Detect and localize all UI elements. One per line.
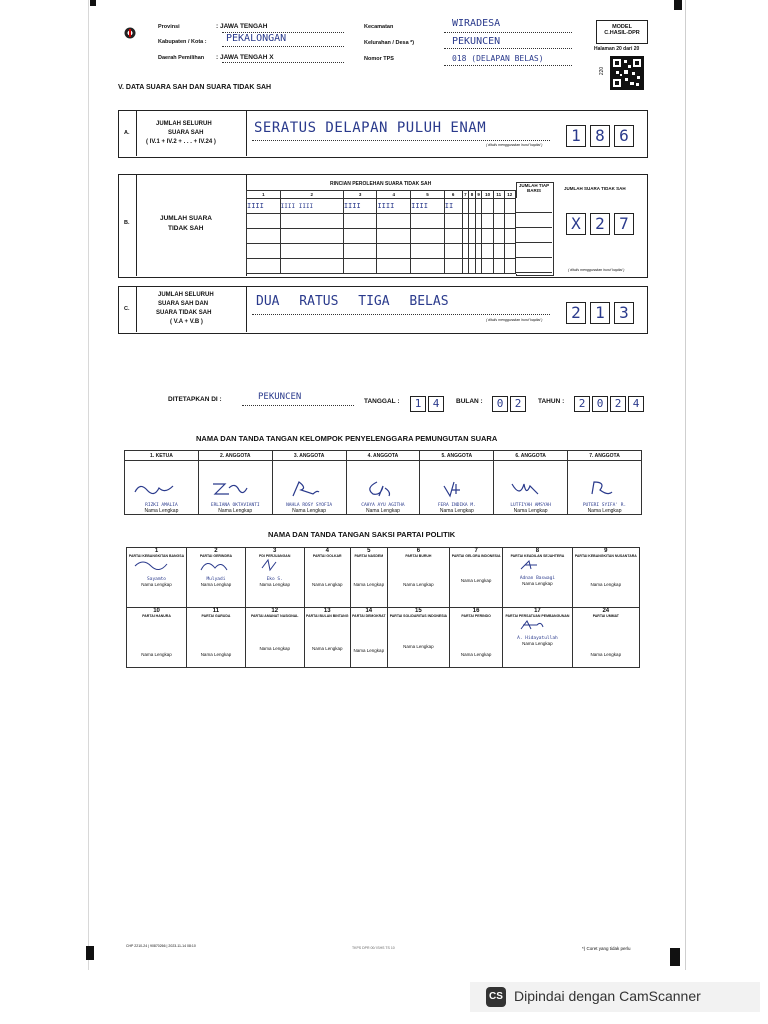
tally-cell: IIII IIII xyxy=(280,199,343,214)
kpps-title: NAMA DAN TANDA TANGAN KELOMPOK PENYELENGGARA PEMUNGUTAN SUARA xyxy=(196,434,498,443)
row-c-digit-1: 2 xyxy=(566,302,586,324)
saksi-number: 24 xyxy=(602,608,610,614)
ditetapkan-line xyxy=(242,405,354,406)
jumlah-tiap-baris-label: JUMLAH TIAP BARIS xyxy=(518,183,550,193)
nama-lengkap-label: Nama Lengkap xyxy=(353,648,385,653)
kpps-sign-cell xyxy=(568,461,642,515)
row-c-letter: C. xyxy=(124,306,130,312)
saksi-number: 9 xyxy=(604,548,608,554)
saksi-number: 2 xyxy=(214,548,218,554)
saksi-cell xyxy=(245,548,304,608)
kpps-role: 6. ANGGOTA xyxy=(494,451,568,461)
tanggal-digit-2: 4 xyxy=(428,396,444,412)
row-b-letter: B. xyxy=(124,220,130,226)
saksi-party: PARTAI PERSATUAN PEMBANGUNAN xyxy=(505,614,570,618)
tahun-digit-3: 2 xyxy=(610,396,626,412)
nama-lengkap-label: Nama Lengkap xyxy=(141,582,172,587)
saksi-number: 7 xyxy=(474,548,478,554)
nama-lengkap-label: Nama Lengkap xyxy=(144,508,179,514)
nama-lengkap-label: Nama Lengkap xyxy=(200,582,232,587)
row-a-written: SERATUS DELAPAN PULUH ENAM xyxy=(254,120,487,136)
kabupaten-line xyxy=(222,46,344,47)
halaman-text: Halaman 20 dari 20 xyxy=(594,46,640,52)
signature xyxy=(125,480,185,498)
nama-lengkap-label: Nama Lengkap xyxy=(403,644,434,649)
nama-lengkap-label: Nama Lengkap xyxy=(259,646,290,651)
kpps-member-name: CAHYA AYU AGITHA xyxy=(361,503,405,508)
row-c-label-1: JUMLAH SELURUH xyxy=(158,292,214,298)
nama-lengkap-label: Nama Lengkap xyxy=(522,641,553,646)
saksi-number: 16 xyxy=(472,608,480,614)
row-c-label-3: SUARA TIDAK SAH xyxy=(156,310,212,316)
saksi-number: 5 xyxy=(367,548,371,554)
saksi-party: PARTAI GERINDRA xyxy=(199,554,233,558)
nama-lengkap-label: Nama Lengkap xyxy=(292,508,327,514)
row-c-line xyxy=(252,314,550,315)
qr-code xyxy=(610,56,644,90)
registration-mark-bottom-left xyxy=(86,946,94,960)
nama-lengkap-label: Nama Lengkap xyxy=(365,508,400,514)
row-c-written: DUA RATUS TIGA BELAS xyxy=(256,294,449,309)
signature xyxy=(420,480,480,498)
kpps-role: 2. ANGGOTA xyxy=(198,451,272,461)
tally-col-header: 1 xyxy=(247,191,281,199)
saksi-party: PARTAI UMMAT xyxy=(592,614,619,618)
tahun-digit-4: 4 xyxy=(628,396,644,412)
signature xyxy=(494,480,554,498)
tps-value: 018 (DELAPAN BELAS) xyxy=(452,54,544,63)
saksi-name: Adnan Baswagi xyxy=(519,576,556,581)
footer-left-code: CHP 2210-24 | 90870266 | 2023-11-14 08:10 xyxy=(126,944,196,948)
tally-col-header: 11 xyxy=(493,191,504,199)
signature xyxy=(503,559,557,571)
kecamatan-line xyxy=(444,32,572,33)
tally-col-header: 6 xyxy=(444,191,462,199)
nama-lengkap-label: Nama Lengkap xyxy=(522,581,553,586)
nama-lengkap-label: Nama Lengkap xyxy=(439,508,474,514)
saksi-number: 3 xyxy=(273,548,277,554)
kpu-logo xyxy=(124,26,136,40)
saksi-name: Eko S. xyxy=(266,577,283,582)
row-b-label-2: TIDAK SAH xyxy=(168,225,204,232)
row-a-digit-1: 1 xyxy=(566,125,586,147)
saksi-number: 13 xyxy=(323,608,331,614)
tally-cell: IIII xyxy=(247,199,281,214)
kpps-sign-cell xyxy=(198,461,272,515)
tahun-digit-1: 2 xyxy=(574,396,590,412)
row-c-divider-1 xyxy=(136,286,137,332)
row-a-divider-2 xyxy=(246,110,247,156)
saksi-cell xyxy=(387,608,449,668)
row-a-letter: A. xyxy=(124,130,130,136)
bulan-digit-2: 2 xyxy=(510,396,526,412)
provinsi-value: : JAWA TENGAH xyxy=(216,23,268,30)
row-b-digit-1: X xyxy=(566,213,586,235)
saksi-party: PARTAI DEMOKRAT xyxy=(352,614,386,618)
kpps-sign-cell xyxy=(346,461,420,515)
tally-col-header: 2 xyxy=(280,191,343,199)
kpps-role: 4. ANGGOTA xyxy=(346,451,420,461)
saksi-party: PARTAI AMANAT NASIONAL xyxy=(250,614,299,618)
kelurahan-label: Kelurahan / Desa *) xyxy=(364,40,415,46)
saksi-number: 8 xyxy=(535,548,540,554)
saksi-cell xyxy=(450,548,503,608)
tally-cell: IIII xyxy=(343,199,377,214)
nama-lengkap-label: Nama Lengkap xyxy=(259,582,290,587)
saksi-cell xyxy=(245,608,304,668)
kpps-member-name: ERLIANA OKTAVIANTI xyxy=(210,503,260,508)
row-b-digit-2: 2 xyxy=(590,213,610,235)
kpps-sign-cell xyxy=(125,461,199,515)
saksi-party: PARTAI NASDEM xyxy=(354,554,384,558)
saksi-party: PARTAI BURUH xyxy=(405,554,432,558)
saksi-number: 1 xyxy=(154,548,159,554)
tally-col-header: 3 xyxy=(343,191,377,199)
saksi-party: PARTAI KEADILAN SEJAHTERA xyxy=(510,554,565,558)
tally-col-header: 5 xyxy=(411,191,445,199)
saksi-party: PARTAI HANURA xyxy=(142,614,171,618)
tally-cell xyxy=(475,199,482,214)
saksi-party: PARTAI KEBANGKITAN BANGSA xyxy=(128,554,185,558)
tally-cell xyxy=(469,199,476,214)
kpps-sign-cell xyxy=(494,461,568,515)
tally-cell xyxy=(462,199,469,214)
nama-lengkap-label: Nama Lengkap xyxy=(460,652,492,657)
row-a-note: ( ditulis menggunakan huruf kapital ) xyxy=(486,143,543,147)
saksi-table xyxy=(126,547,640,668)
tps-line xyxy=(444,65,572,66)
nama-lengkap-label: Nama Lengkap xyxy=(141,652,172,657)
nama-lengkap-label: Nama Lengkap xyxy=(403,582,434,587)
tps-label: Nomor TPS xyxy=(364,56,394,62)
saksi-cell xyxy=(503,608,572,668)
tally-col-header: 10 xyxy=(482,191,493,199)
row-c-divider-2 xyxy=(246,286,247,332)
jumlah-tidak-sah-header: JUMLAH SUARA TIDAK SAH xyxy=(564,186,626,191)
tally-col-header: 9 xyxy=(475,191,482,199)
signature xyxy=(187,558,241,572)
rincian-header: RINCIAN PEROLEHAN SUARA TIDAK SAH xyxy=(330,181,432,187)
footer-center-code: TKPS DPR 00/ ISHS TS 10 xyxy=(352,946,395,950)
tally-cell xyxy=(493,199,504,214)
nama-lengkap-label: Nama Lengkap xyxy=(587,508,622,514)
kpps-sign-cell xyxy=(420,461,494,515)
kpps-member-name: RIZKI AMALIA xyxy=(145,503,178,508)
row-c-digit-3: 3 xyxy=(614,302,634,324)
kpps-table xyxy=(124,450,642,515)
kecamatan-label: Kecamatan xyxy=(364,24,394,30)
saksi-cell xyxy=(127,608,187,668)
tally-grid xyxy=(246,190,516,274)
ditetapkan-label: DITETAPKAN DI : xyxy=(168,396,222,403)
nama-lengkap-label: Nama Lengkap xyxy=(513,508,548,514)
kpps-member-name: LUTFIYAH AMSYAH xyxy=(510,503,551,508)
row-b-label-1: JUMLAH SUARA xyxy=(160,215,212,222)
saksi-party: PARTAI GARUDA xyxy=(201,614,231,618)
nama-lengkap-label: Nama Lengkap xyxy=(590,652,622,657)
qr-side-text: 220 xyxy=(599,66,606,76)
kpps-role: 7. ANGGOTA xyxy=(568,451,642,461)
tanggal-digit-1: 1 xyxy=(410,396,426,412)
kpps-role: 3. ANGGOTA xyxy=(272,451,346,461)
saksi-name: Sayamto xyxy=(147,577,167,582)
signature xyxy=(273,480,333,498)
saksi-number: 11 xyxy=(212,608,220,614)
provinsi-label: Provinsi xyxy=(158,24,180,30)
saksi-number: 15 xyxy=(415,608,422,614)
saksi-number: 6 xyxy=(416,548,421,554)
saksi-party: PARTAI PERINDO xyxy=(461,614,491,618)
tally-col-header: 7 xyxy=(462,191,469,199)
tally-col-header: 12 xyxy=(504,191,515,199)
nama-lengkap-label: Nama Lengkap xyxy=(460,578,492,583)
tally-cell xyxy=(504,199,515,214)
signature xyxy=(568,480,628,498)
kabupaten-label: Kabupaten / Kota : xyxy=(158,39,207,45)
saksi-cell xyxy=(503,548,572,608)
kpps-member-name: NAHLA ROSY SYOFIA xyxy=(286,503,333,508)
tanggal-label: TANGGAL : xyxy=(364,398,400,405)
signature xyxy=(199,480,259,498)
row-a-divider-1 xyxy=(136,110,137,156)
signature xyxy=(127,558,181,572)
kpps-member-name: FERA INDIKA M. xyxy=(437,503,476,508)
saksi-cell xyxy=(350,548,387,608)
model-code: C.HASIL-DPR xyxy=(604,30,640,36)
camscanner-logo-icon: CS xyxy=(486,987,506,1007)
nama-lengkap-label: Nama Lengkap xyxy=(311,646,343,651)
saksi-name: A. Hidayatullah xyxy=(517,636,558,641)
row-c-label-2: SUARA SAH DAN xyxy=(158,301,209,307)
row-a-digit-3: 6 xyxy=(614,125,634,147)
row-c-note: ( ditulis menggunakan huruf kapital ) xyxy=(486,318,543,322)
tahun-label: TAHUN : xyxy=(538,398,565,405)
saksi-cell xyxy=(127,548,187,608)
kpps-role: 1. KETUA xyxy=(125,451,199,461)
model-box xyxy=(596,20,648,44)
tally-cell xyxy=(482,199,493,214)
saksi-party: PARTAI GELORA INDONESIA xyxy=(451,554,501,558)
saksi-party: PARTAI KEBANGKITAN NUSANTARA xyxy=(574,554,637,558)
saksi-cell xyxy=(187,608,246,668)
row-a-digit-2: 8 xyxy=(590,125,610,147)
nama-lengkap-label: Nama Lengkap xyxy=(590,582,622,587)
kabupaten-value: PEKALONGAN xyxy=(226,33,287,44)
kpps-sign-cell xyxy=(272,461,346,515)
camscanner-text: Dipindai dengan CamScanner xyxy=(514,988,701,1004)
row-b-note: ( ditulis menggunakan huruf kapital ) xyxy=(568,268,625,272)
kecamatan-value: WIRADESA xyxy=(452,18,501,29)
saksi-number: 14 xyxy=(365,608,373,614)
saksi-cell xyxy=(304,548,350,608)
footer-note: *) Coret yang tidak perlu xyxy=(582,946,631,951)
tally-col-header: 4 xyxy=(377,191,411,199)
saksi-number: 12 xyxy=(271,608,279,614)
tahun-digit-2: 0 xyxy=(592,396,608,412)
dapil-line xyxy=(222,62,344,63)
saksi-party: PARTAI SOLIDARITAS INDONESIA xyxy=(389,614,448,618)
row-a-label-2: SUARA SAH xyxy=(168,130,204,136)
row-c-label-4: ( V.A + V.B ) xyxy=(170,319,203,325)
saksi-party: PDI PERJUANGAN xyxy=(259,554,291,558)
saksi-cell xyxy=(572,608,639,668)
saksi-cell xyxy=(572,548,639,608)
saksi-number: 10 xyxy=(153,608,160,614)
row-a-label-3: ( IV.1 + IV.2 + . . . + IV.24 ) xyxy=(146,139,216,145)
saksi-number: 17 xyxy=(534,608,541,614)
signature xyxy=(246,558,300,572)
model-label: MODEL xyxy=(612,24,632,30)
signature xyxy=(503,619,557,631)
section-title: V. DATA SUARA SAH DAN SUARA TIDAK SAH xyxy=(118,84,272,91)
camscanner-banner xyxy=(470,982,760,1012)
nama-lengkap-label: Nama Lengkap xyxy=(311,582,343,587)
saksi-name: Mulyadi xyxy=(206,577,226,582)
tally-cell: IIII xyxy=(377,199,411,214)
saksi-party: PARTAI BULAN BINTANG xyxy=(306,614,349,618)
tally-cell: IIII xyxy=(411,199,445,214)
tally-cell: II xyxy=(444,199,462,214)
dapil-value: : JAWA TENGAH X xyxy=(216,54,274,61)
saksi-party: PARTAI GOLKAR xyxy=(312,554,342,558)
bulan-digit-1: 0 xyxy=(492,396,508,412)
saksi-cell xyxy=(350,608,387,668)
bulan-label: BULAN : xyxy=(456,398,483,405)
dapil-label: Daerah Pemilihan xyxy=(158,55,205,61)
row-b-digit-3: 7 xyxy=(614,213,634,235)
saksi-cell xyxy=(304,608,350,668)
saksi-cell xyxy=(187,548,246,608)
row-c-digit-2: 1 xyxy=(590,302,610,324)
saksi-cell xyxy=(387,548,449,608)
registration-mark-top-left xyxy=(90,0,96,6)
kelurahan-line xyxy=(444,48,572,49)
registration-mark-bottom-right xyxy=(670,948,680,966)
nama-lengkap-label: Nama Lengkap xyxy=(200,652,232,657)
row-a-line xyxy=(252,140,550,141)
jumlah-tiap-baris-rows xyxy=(516,198,552,274)
row-a-label-1: JUMLAH SELURUH xyxy=(156,121,212,127)
saksi-cell xyxy=(450,608,503,668)
kpps-member-name: PUTERI SYIFA' R. xyxy=(582,503,627,508)
tally-col-header: 8 xyxy=(469,191,476,199)
ditetapkan-place: PEKUNCEN xyxy=(258,392,302,402)
saksi-title: NAMA DAN TANDA TANGAN SAKSI PARTAI POLITIK xyxy=(268,530,456,539)
registration-mark-top-right xyxy=(674,0,682,10)
nama-lengkap-label: Nama Lengkap xyxy=(218,508,253,514)
nama-lengkap-label: Nama Lengkap xyxy=(353,582,385,587)
kpps-role: 5. ANGGOTA xyxy=(420,451,494,461)
signature xyxy=(347,480,407,498)
saksi-number: 4 xyxy=(325,548,329,554)
kelurahan-value: PEKUNCEN xyxy=(452,36,501,47)
row-b-divider-1 xyxy=(136,174,137,276)
